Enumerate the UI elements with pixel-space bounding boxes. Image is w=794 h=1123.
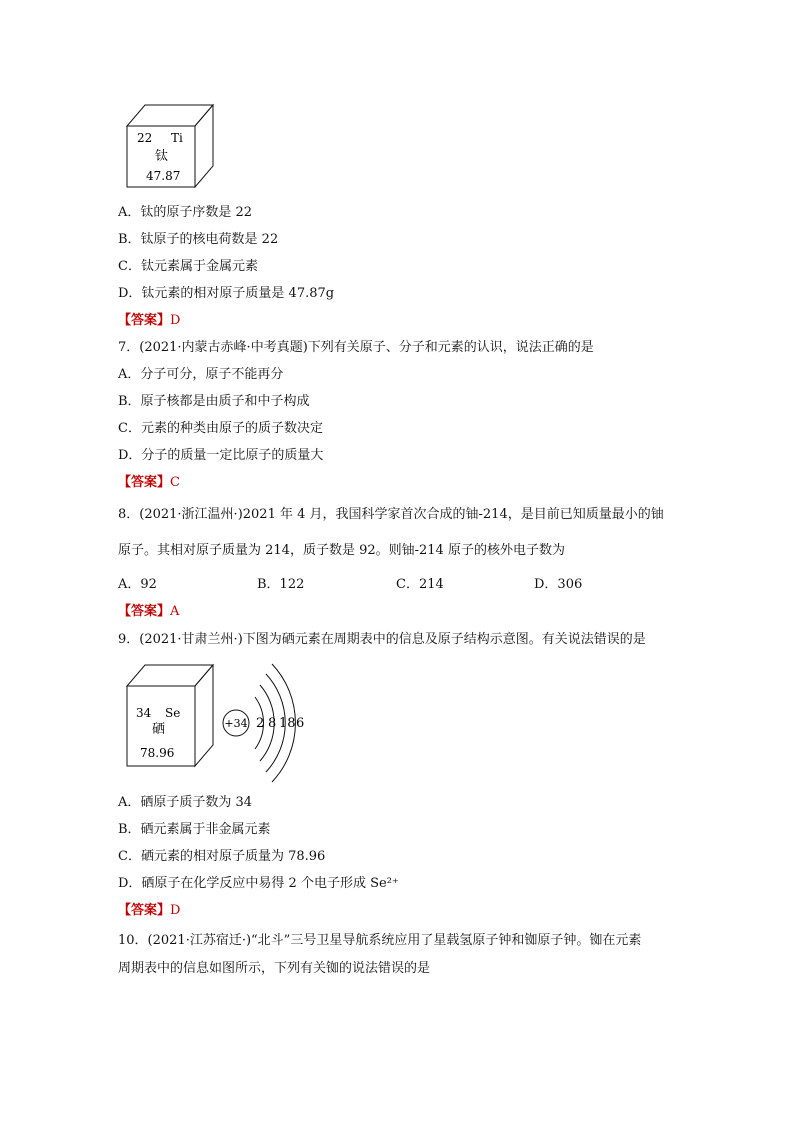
- q6-option-c: C．钛元素属于金属元素: [118, 259, 258, 274]
- titanium-element-figure: [120, 100, 220, 192]
- q8-answer-letter: A: [170, 604, 180, 619]
- q9-option-a: A．硒原子质子数为 34: [118, 795, 253, 810]
- q6-option-a: A．钛的原子序数是 22: [118, 205, 253, 220]
- q9-option-d: D．硒原子在化学反应中易得 2 个电子形成 Se²⁺: [118, 876, 399, 891]
- se-atomic-number: 34: [136, 706, 152, 720]
- q7-answer: [118, 474, 180, 492]
- se-atomic-mass: 78.96: [140, 746, 175, 760]
- answer-label: 【答案】: [118, 475, 171, 490]
- shell-electrons-3: 18: [279, 716, 296, 731]
- se-symbol: Se: [165, 706, 181, 720]
- answer-label: 【答案】: [118, 604, 171, 619]
- shell-electrons-2: 8: [268, 716, 277, 731]
- q7-answer-letter: C: [170, 475, 180, 490]
- q7-option-c: C．元素的种类由原子的质子数决定: [118, 421, 323, 436]
- answer-label: 【答案】: [118, 903, 171, 918]
- q9-option-c: C．硒元素的相对原子质量为 78.96: [118, 849, 326, 864]
- q9-answer: [118, 902, 180, 920]
- q7-stem: 7．(2021·内蒙古赤峰·中考真题)下列有关原子、分子和元素的认识，说法正确的是: [118, 340, 594, 355]
- q9-stem: 9．(2021·甘肃兰州·)下图为硒元素在周期表中的信息及原子结构示意图。有关说法错误的是: [118, 632, 646, 647]
- ti-atomic-mass: 47.87: [146, 169, 181, 183]
- q6-option-d: D．钛元素的相对原子质量是 47.87g: [118, 286, 335, 301]
- q8-stem-line2: 原子。其相对原子质量为 214，质子数是 92。则铀-214 原子的核外电子数为: [118, 543, 565, 558]
- q10-stem-line2: 周期表中的信息如图所示，下列有关铷的说法错误的是: [118, 961, 431, 976]
- shell-electrons-4: 6: [296, 716, 305, 731]
- q10-stem-line1: 10．(2021·江苏宿迁·)“北斗”三号卫星导航系统应用了星载氢原子钟和铷原子钟。铷在元素: [118, 933, 642, 948]
- q6-option-b: B．钛原子的核电荷数是 22: [118, 232, 279, 247]
- q8-option-a: A．92: [118, 577, 157, 592]
- q9-option-b: B．硒元素属于非金属元素: [118, 822, 271, 837]
- se-name: 硒: [152, 722, 166, 737]
- nucleus-charge: +34: [224, 717, 248, 730]
- q8-stem-line1: 8．(2021·浙江温州·)2021 年 4 月，我国科学家首次合成的铀-214，是目前已知质量最小的铀: [118, 507, 664, 522]
- ti-symbol: Ti: [171, 131, 183, 145]
- q8-option-c: C．214: [396, 577, 444, 592]
- q7-option-a: A．分子可分，原子不能再分: [118, 367, 284, 382]
- q8-answer: [118, 603, 179, 621]
- q6-answer-letter: D: [170, 313, 181, 328]
- ti-atomic-number: 22: [137, 131, 153, 145]
- ti-name: 钛: [155, 149, 169, 164]
- q8-option-d: D．306: [534, 577, 583, 592]
- shell-electrons-1: 2: [256, 716, 265, 731]
- q6-answer: [118, 312, 180, 330]
- answer-label: 【答案】: [118, 313, 171, 328]
- selenium-figure: [120, 660, 320, 800]
- q7-option-b: B．原子核都是由质子和中子构成: [118, 394, 310, 409]
- q9-answer-letter: D: [170, 903, 181, 918]
- q8-option-b: B．122: [257, 577, 305, 592]
- q7-option-d: D．分子的质量一定比原子的质量大: [118, 448, 324, 463]
